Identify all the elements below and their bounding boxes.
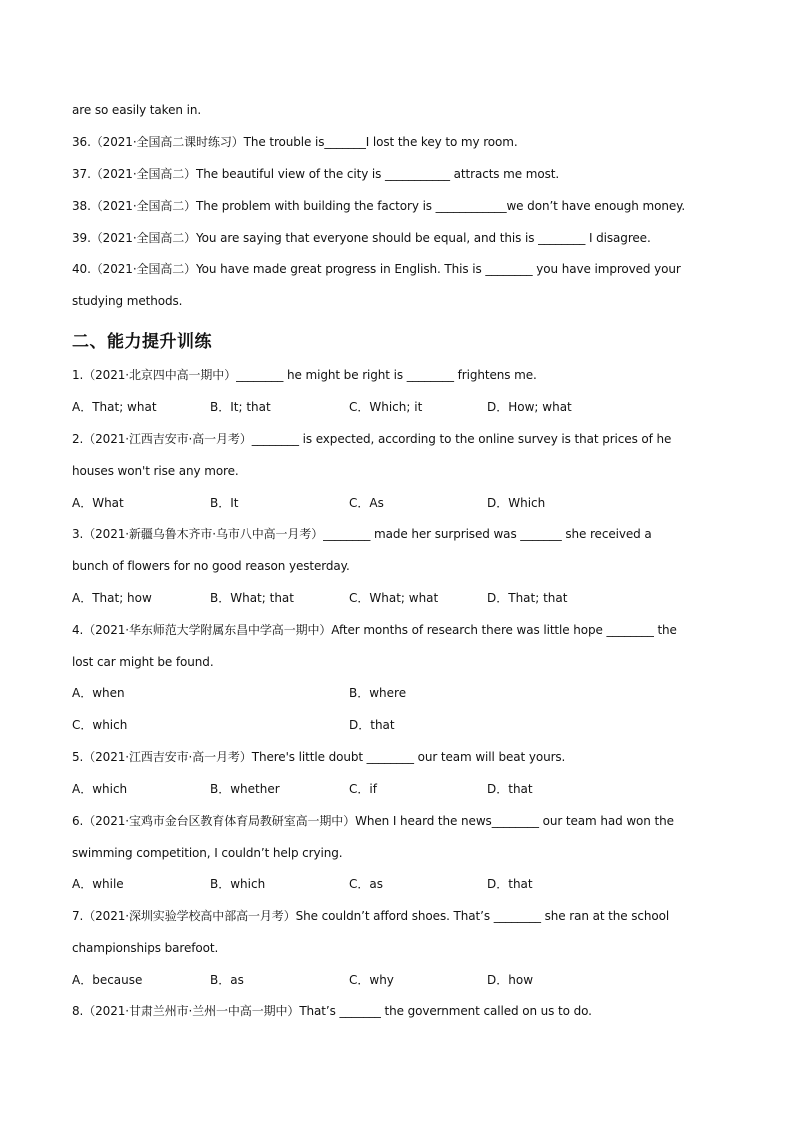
option-a: A．That; what	[72, 400, 157, 414]
question-6-stem: 6.（2021·宝鸡市金台区教育体育局教研室高一期中）When I heard the news________ our team had won the	[72, 814, 674, 828]
question-36: 36.（2021·全国高二课时练习）The trouble is_______I lost the key to my room.	[72, 135, 518, 149]
option-c: C．as	[349, 877, 383, 891]
option-d: D．Which	[487, 496, 546, 510]
question-37: 37.（2021·全国高二）The beautiful view of the city is ___________ attracts me most.	[72, 167, 560, 181]
question-6-options	[72, 876, 722, 894]
question-3-stem-cont: bunch of flowers for no good reason yesterday.	[72, 559, 350, 573]
question-4-options-row2	[72, 717, 722, 735]
question-2-stem: 2.（2021·江西吉安市·高一月考）________ is expected, according to the online survey is that prices of he	[72, 432, 672, 446]
question-7-stem-cont: championships barefoot.	[72, 941, 219, 955]
question-1-stem: 1.（2021·北京四中高一期中）________ he might be right is ________ frightens me.	[72, 368, 537, 382]
question-5-stem: 5.（2021·江西吉安市·高一月考）There's little doubt ________ our team will beat yours.	[72, 750, 566, 764]
question-3-stem: 3.（2021·新疆乌鲁木齐市·乌市八中高一月考）________ made her surprised was _______ she received a	[72, 527, 652, 541]
option-d: D．how	[487, 973, 534, 987]
question-4-stem-cont: lost car might be found.	[72, 655, 214, 669]
option-a: A．because	[72, 973, 143, 987]
option-a: A．which	[72, 782, 128, 796]
option-b: B．which	[210, 877, 266, 891]
option-d: D．How; what	[487, 400, 572, 414]
option-a: A．while	[72, 877, 124, 891]
option-d: D．that	[487, 782, 533, 796]
question-6-stem-cont: swimming competition, I couldn’t help crying.	[72, 846, 343, 860]
option-c: C．Which; it	[349, 400, 423, 414]
question-1-options	[72, 399, 722, 417]
option-d: D．that	[349, 718, 395, 732]
option-a: A．What	[72, 496, 124, 510]
option-d: D．that	[487, 877, 533, 891]
option-c: C．As	[349, 496, 384, 510]
question-2-options	[72, 495, 722, 513]
option-b: B．where	[349, 686, 407, 700]
question-38: 38.（2021·全国高二）The problem with building the factory is ____________we don’t have enough money.	[72, 199, 686, 213]
question-3-options	[72, 590, 722, 608]
text-line: studying methods.	[72, 294, 183, 308]
question-7-stem: 7.（2021·深圳实验学校高中部高一月考）She couldn’t afford shoes. That’s ________ she ran at the school	[72, 909, 670, 923]
option-b: B．It	[210, 496, 239, 510]
option-c: C．why	[349, 973, 394, 987]
text-line: are so easily taken in.	[72, 103, 202, 117]
question-39: 39.（2021·全国高二）You are saying that everyone should be equal, and this is ________ I disagree.	[72, 231, 651, 245]
option-b: B．It; that	[210, 400, 271, 414]
option-b: B．whether	[210, 782, 280, 796]
option-a: A．That; how	[72, 591, 152, 605]
section-heading: 二、能力提升训练	[72, 332, 212, 352]
option-c: C．What; what	[349, 591, 439, 605]
question-5-options	[72, 781, 722, 799]
option-c: C．if	[349, 782, 377, 796]
option-a: A．when	[72, 686, 125, 700]
question-7-options	[72, 972, 722, 990]
option-d: D．That; that	[487, 591, 568, 605]
question-2-stem-cont: houses won't rise any more.	[72, 464, 239, 478]
option-b: B．as	[210, 973, 244, 987]
question-8-stem: 8.（2021·甘肃兰州市·兰州一中高一期中）That’s _______ the government called on us to do.	[72, 1004, 592, 1018]
question-40: 40.（2021·全国高二）You have made great progress in English. This is ________ you have improved your	[72, 262, 681, 276]
option-c: C．which	[72, 718, 128, 732]
question-4-options-row1	[72, 685, 722, 703]
question-4-stem: 4.（2021·华东师范大学附属东昌中学高一期中）After months of research there was little hope ________ the	[72, 623, 677, 637]
option-b: B．What; that	[210, 591, 294, 605]
